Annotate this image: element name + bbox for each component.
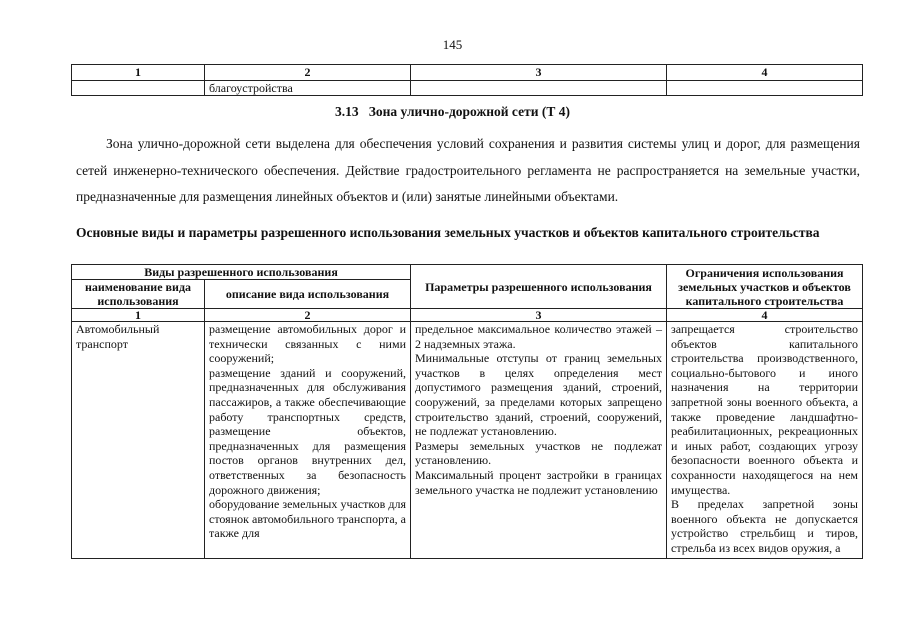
col-number-1: 1 xyxy=(72,65,205,81)
empty-cell xyxy=(411,80,667,96)
empty-cell xyxy=(72,80,205,96)
use-name: Автомобильный транспорт xyxy=(72,322,205,559)
desc-line: размещение автомобильных дорог и технически связанных с ними сооружений; xyxy=(209,322,406,366)
desc-line: оборудование земельных участков для стоянок автомобильного транспорта, а также для xyxy=(209,497,406,541)
col-number-1: 1 xyxy=(72,309,205,322)
col-number-2: 2 xyxy=(205,309,411,322)
col-number-4: 4 xyxy=(667,309,863,322)
table-row xyxy=(72,80,863,96)
empty-cell xyxy=(667,80,863,96)
section-paragraph: Зона улично-дорожной сети выделена для обеспечения условий сохранения и развития системы улиц и дорог, для размещения сетей инженерно-технического обеспечения. Действие градостроительного регламента не распространяется на земельные участки, предназначенные для размещения линейных объектов и (или) занятые линейными объектами. xyxy=(76,136,860,204)
usage-table xyxy=(71,264,863,559)
col-number-2: 2 xyxy=(205,65,411,81)
use-description xyxy=(205,322,411,559)
header-params: Параметры разрешенного использования xyxy=(411,265,667,309)
header-name: наименование вида использования xyxy=(72,280,205,309)
use-parameters xyxy=(411,322,667,559)
param-line: Максимальный процент застройки в границах земельного участка не подлежит установлению xyxy=(415,467,662,497)
col-number-3: 3 xyxy=(411,309,667,322)
section-title: 3.13 Зона улично-дорожной сети (Т 4) xyxy=(335,104,570,119)
param-line: Размеры земельных участков не подлежат установлению. xyxy=(415,438,662,468)
column-number-row xyxy=(72,65,863,81)
column-number-row xyxy=(72,309,863,322)
col-number-4: 4 xyxy=(667,65,863,81)
param-line: предельное максимальное количество этажей – 2 надземных этажа. xyxy=(415,322,662,351)
table-row xyxy=(72,322,863,559)
limit-line: запрещается строительство объектов капитального строительства производственного, социально-бытового и иного назначения на территории запретной зоны военного объекта, а также проведение ландшафтно-реабилитационных, рекреационных и иных работ, создающих угрозу безопасности военного объекта и сохранности находящегося на нем имущества. xyxy=(671,322,858,497)
cell-text: благоустройства xyxy=(205,80,411,96)
limit-line: В пределах запретной зоны военного объекта не допускается устройство стрельбищ и тиров, стрельба из всех видов оружия, а xyxy=(671,497,858,555)
header-desc: описание вида использования xyxy=(205,280,411,309)
header-group: Виды разрешенного использования xyxy=(72,265,411,280)
header-limits: Ограничения использования земельных участков и объектов капитального строительства xyxy=(667,265,863,309)
use-limits xyxy=(667,322,863,559)
continuation-table xyxy=(71,64,863,96)
desc-line: размещение зданий и сооружений, предназначенных для обслуживания пассажиров, а также обеспечивающие работу транспортных средств, размещение объектов, предназначенных для размещения постов органов внутренних дел, ответственных за безопасность дорожного движения; xyxy=(209,365,406,497)
header-row-1 xyxy=(72,265,863,280)
page-number: 145 xyxy=(442,37,463,52)
col-number-3: 3 xyxy=(411,65,667,81)
table-heading: Основные виды и параметры разрешенного использования земельных участков и объектов капитального строительства xyxy=(76,225,820,240)
param-line: Минимальные отступы от границ земельных участков в целях определения мест допустимого размещения зданий, строений, сооружений, за пределами которых запрещено строительство зданий, строений, сооружений, не подлежат установлению. xyxy=(415,351,662,439)
